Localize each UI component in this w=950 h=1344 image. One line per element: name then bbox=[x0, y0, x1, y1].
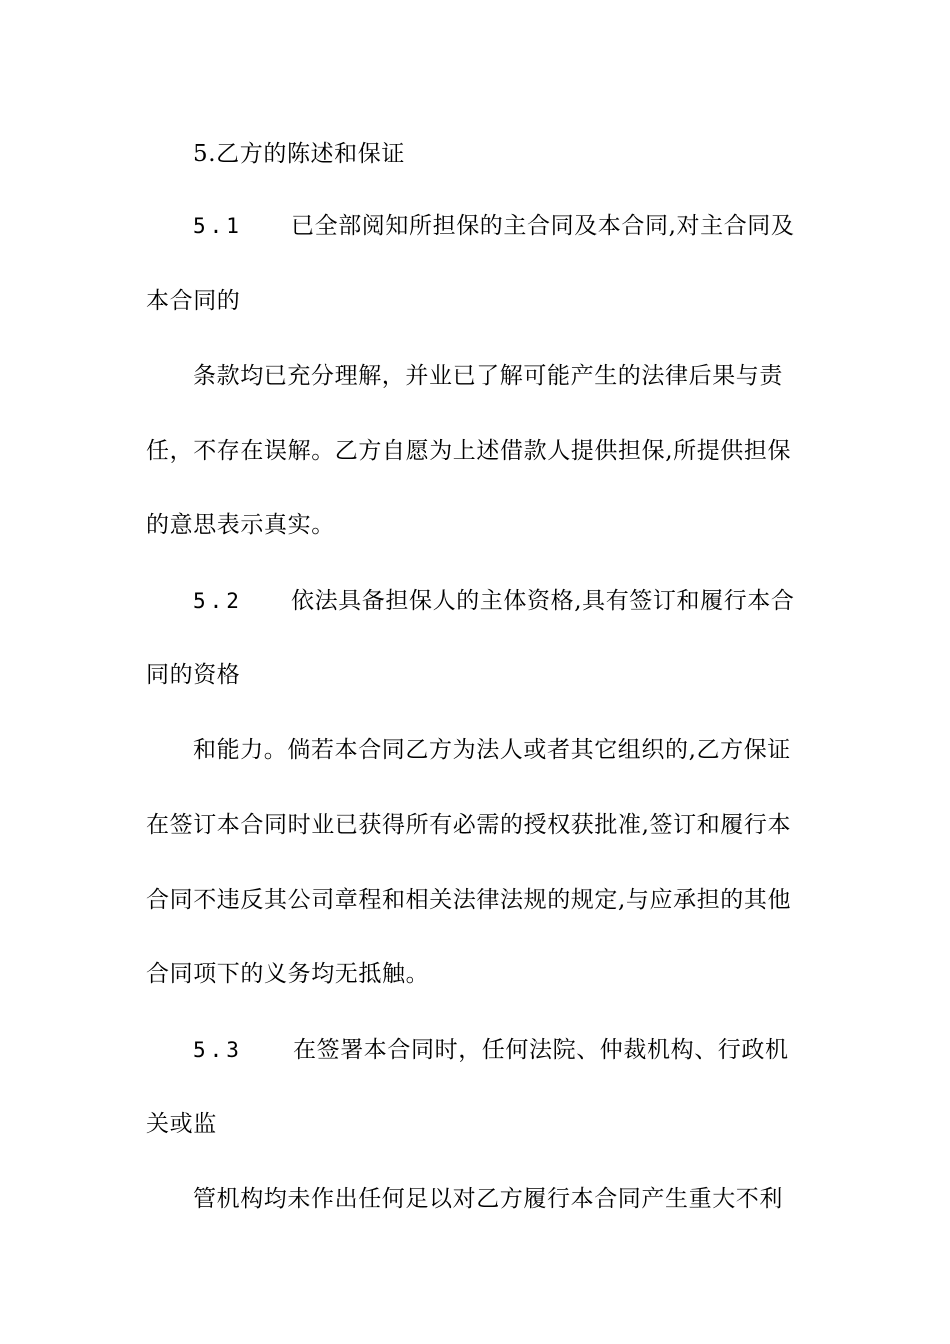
paragraph-line: 本合同的 bbox=[146, 288, 241, 314]
section-heading: 5.乙方的陈述和保证 bbox=[193, 141, 405, 167]
clause-text: 依法具备担保人的主体资格,具有签订和履行本合 bbox=[291, 588, 795, 614]
clause-text: 在签署本合同时，任何法院、仲裁机构、行政机 bbox=[293, 1037, 789, 1063]
clause-5-1-first-line bbox=[193, 210, 795, 242]
paragraph-line: 条款均已充分理解，并业已了解可能产生的法律后果与责 bbox=[193, 363, 783, 389]
paragraph-line: 在签订本合同时业已获得所有必需的授权获批准,签订和履行本 bbox=[146, 812, 792, 838]
paragraph-line: 管机构均未作出任何足以对乙方履行本合同产生重大不利 bbox=[193, 1186, 783, 1212]
clause-5-3-first-line bbox=[193, 1034, 789, 1066]
paragraph-line: 同的资格 bbox=[146, 662, 241, 688]
clause-number: 5.3 bbox=[193, 1038, 243, 1062]
clause-5-2-first-line bbox=[193, 585, 795, 617]
paragraph-line: 任，不存在误解。乙方自愿为上述借款人提供担保,所提供担保 bbox=[146, 438, 792, 464]
clause-text: 已全部阅知所担保的主合同及本合同,对主合同及 bbox=[291, 213, 795, 239]
paragraph-line: 合同不违反其公司章程和相关法律法规的规定,与应承担的其他 bbox=[146, 887, 792, 913]
clause-number: 5.1 bbox=[193, 214, 243, 238]
clause-number: 5.2 bbox=[193, 589, 243, 613]
paragraph-line: 的意思表示真实。 bbox=[146, 512, 335, 538]
paragraph-line: 和能力。倘若本合同乙方为法人或者其它组织的,乙方保证 bbox=[193, 737, 791, 763]
paragraph-line: 合同项下的义务均无抵触。 bbox=[146, 961, 430, 987]
paragraph-line: 关或监 bbox=[146, 1111, 217, 1137]
